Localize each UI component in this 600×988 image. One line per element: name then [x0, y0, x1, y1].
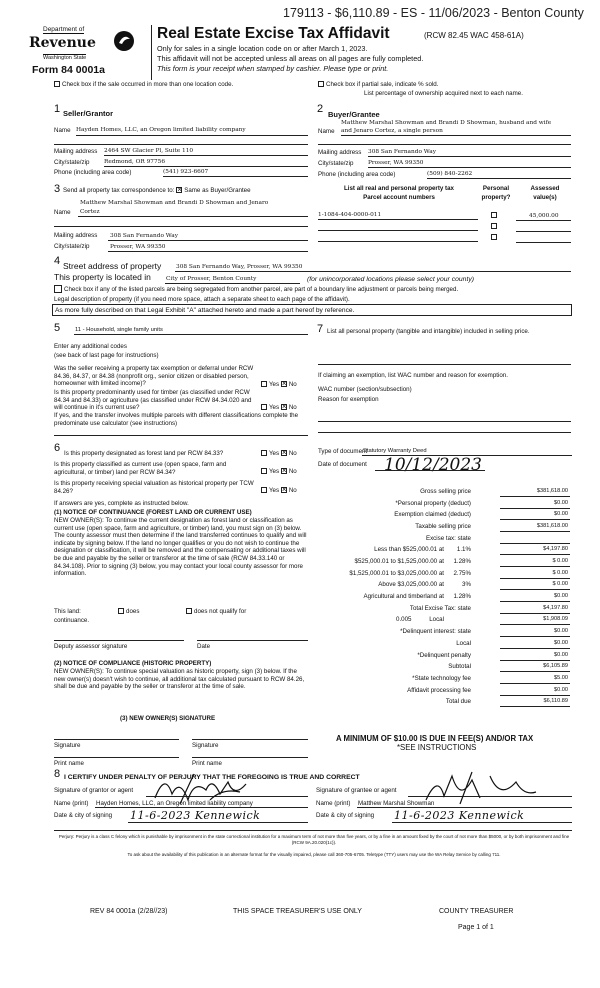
section-7-number: 7 — [317, 323, 324, 335]
seller-heading: Seller/Grantor — [63, 109, 114, 118]
q-historic-answer — [261, 487, 297, 494]
seller-city-line — [104, 166, 308, 167]
grantee-date-line — [392, 822, 572, 823]
tax-row-label: Subtotal — [448, 663, 471, 671]
tax-row-label: Affidavit processing fee — [407, 686, 471, 694]
grantor-name-line — [95, 807, 308, 808]
logo-line3: Washington State — [43, 55, 87, 61]
correspondence-name-label: Name — [54, 209, 71, 216]
tax-row-value: $6,110.89 — [543, 698, 568, 705]
seller-address: 2464 SW Glacier Pl, Suite 110 — [104, 148, 194, 154]
parcel-line-2 — [318, 230, 478, 231]
seller-phone-label: Phone (including area code) — [54, 169, 132, 176]
recording-stamp: 179113 - $6,110.89 - ES - 11/06/2023 - Benton County — [283, 6, 584, 20]
tax-row-label: Less than $525,000.01 at — [374, 546, 444, 554]
parcel-header-1a: List all real and personal property tax — [343, 185, 455, 192]
reason-line-1 — [318, 421, 571, 422]
same-as-buyer-check[interactable] — [176, 187, 182, 193]
tax-row-rate: 1.28% — [453, 558, 471, 566]
tax-row-value: $0.00 — [554, 639, 568, 646]
tax-row-value: $5.00 — [554, 674, 568, 681]
seller-name-label: Name — [54, 127, 71, 134]
q6a-yes-box[interactable] — [261, 450, 267, 456]
grantee-name-line — [357, 807, 572, 808]
grantee-signature-icon — [420, 770, 540, 806]
tax-row-label: Gross selling price — [420, 488, 471, 495]
located-label: This property is located in — [54, 272, 151, 282]
q6a-yes: Yes — [269, 450, 280, 457]
additional-codes: Enter any additional codes — [54, 343, 127, 350]
tax-row-value: $381,618.00 — [536, 488, 568, 494]
deputy-label: Deputy assessor signature — [54, 643, 128, 650]
parcel-header-2b: property? — [481, 194, 511, 201]
tax-row-label: $1,525,000.01 to $3,025,000.00 at — [349, 569, 444, 577]
tax-row-value: $4,197.80 — [543, 546, 568, 553]
tax-row-line — [500, 683, 570, 684]
tax-row-value: $ 0.00 — [552, 581, 568, 588]
parcel-header-1 — [326, 184, 472, 202]
grantee-name-label: Name (print) — [316, 800, 351, 807]
seller-phone-line — [163, 176, 308, 177]
grantor-date-label: Date & city of signing — [54, 812, 113, 819]
doc-date: 10/12/2023 — [384, 455, 482, 475]
correspondence-city-label: City/state/zip — [54, 243, 90, 250]
buyer-name-line-2 — [318, 144, 571, 145]
q2-yes-box[interactable] — [261, 404, 267, 410]
seller-name: Hayden Homes, LLC, an Oregon limited liability company — [76, 127, 246, 133]
q-current-use-answer — [261, 468, 297, 475]
buyer-name-line1: Matthew Marshal Showman and Brandi D Showman, husband and wife — [341, 120, 552, 126]
doc-date-line — [375, 470, 485, 471]
intro-line-3: This form is your receipt when stamped by cashier. Please type or print. — [157, 64, 389, 73]
grantee-date-label: Date & city of signing — [316, 812, 375, 819]
tax-row-label: Local — [429, 616, 444, 624]
parcel-line-3 — [318, 241, 478, 242]
street-address: 308 San Fernando Way, Prosser, WA 99350 — [176, 264, 303, 270]
q1-no: No — [288, 381, 297, 388]
sig-line-1 — [54, 739, 179, 740]
tax-row-rate: 1.28% — [453, 593, 471, 601]
section-3-number: 3 — [54, 183, 61, 195]
q1-yes: Yes — [269, 381, 280, 388]
assessed-value: 45,000.00 — [529, 213, 559, 219]
correspondence-address-line — [108, 240, 308, 241]
tax-row-line — [500, 660, 570, 661]
section-5-number: 5 — [54, 322, 61, 334]
partial-sale-note: List percentage of ownership acquired next to each name. — [364, 90, 523, 97]
parcel-line-1 — [318, 219, 478, 220]
buyer-heading: Buyer/Grantee — [328, 110, 380, 119]
q2-no-box[interactable] — [281, 404, 287, 410]
sig-line-2 — [192, 739, 308, 740]
q6b-no-box[interactable] — [281, 468, 287, 474]
tax-row-value: $ 0.00 — [552, 558, 568, 565]
street-label: Street address of property — [63, 261, 162, 271]
tax-row-label: *State technology fee — [412, 674, 471, 682]
q-timber-answer — [261, 404, 297, 411]
value-line-1 — [516, 220, 571, 221]
q-historic: Is this property receiving special valuation as historical property per TCW 84.26? — [54, 480, 254, 495]
tax-row-line — [500, 554, 570, 555]
reason-line-2 — [318, 432, 571, 433]
correspondence-label: Send all property tax correspondence to: — [63, 187, 175, 194]
buyer-name-line — [341, 135, 571, 136]
sec5-end-line — [54, 435, 308, 436]
tax-row-value: $0.00 — [554, 628, 568, 635]
parcel-header-3b: value(s) — [533, 194, 557, 201]
q-exemption: Was the seller receiving a property tax exemption or deferral under RCW 84.36, 84.37, or 84.38 (nonprofit org., senior citizen or disabled person, homeowner with limited income)? — [54, 365, 254, 387]
parcel-number: 1-1084-404-0000-011 — [318, 212, 382, 218]
buyer-city-label: City/state/zip — [318, 160, 354, 167]
grantee-date: 11-6-2023 Kennewick — [394, 809, 525, 822]
parcel-header-3 — [520, 184, 570, 202]
q-multiple: If yes, and the transfer involves multiple parcels with different classifications complete the predominate use calculator (see instructions) — [54, 412, 299, 427]
q-forest-answer — [261, 450, 297, 457]
see-back: (see back of last page for instructions) — [54, 352, 159, 359]
print-label-2: Print name — [192, 760, 222, 767]
q6c-no: No — [288, 487, 297, 494]
tax-row-line — [500, 531, 570, 532]
perjury-top-line — [54, 830, 572, 831]
tax-row-value: $6,105.89 — [543, 663, 568, 670]
tax-row-rate: 2.75% — [453, 569, 471, 577]
tax-row-line — [500, 508, 570, 509]
multi-location-check[interactable] — [54, 81, 233, 88]
rcw-reference: (RCW 82.45 WAC 458-61A) — [424, 31, 524, 40]
buyer-address: 308 San Fernando Way — [368, 149, 436, 155]
reason-label: Reason for exemption — [318, 396, 379, 403]
personal-property-text: List all personal property (tangible and intangible) included in selling price. — [327, 328, 530, 335]
q6a-no-box[interactable] — [281, 450, 287, 456]
print-label-1: Print name — [54, 760, 84, 767]
street-line — [175, 271, 571, 272]
tax-row-label: Taxable selling price — [415, 523, 471, 531]
footer-rev: REV 84 0001a (2/28//23) — [90, 908, 168, 915]
dor-logo — [27, 26, 145, 64]
personal-property-line — [318, 364, 571, 365]
correspondence-name-line2: Cortez — [80, 209, 100, 215]
seller-city: Redmond, OR 97756 — [104, 159, 166, 165]
page-title: Real Estate Excise Tax Affidavit — [157, 25, 390, 42]
tax-row-line — [500, 706, 570, 707]
seller-city-label: City/state/zip — [54, 159, 90, 166]
segregate-check[interactable] — [54, 285, 594, 294]
buyer-phone-label: Phone (including area code) — [318, 171, 396, 178]
dor-swirl-icon — [113, 30, 135, 52]
tax-row-line — [500, 578, 570, 579]
does-check[interactable] — [118, 608, 139, 615]
multi-location-label: Check box if the sale occurred in more than one location code. — [62, 81, 234, 88]
tax-row-label: *Personal property (deduct) — [395, 499, 471, 507]
parcel-header-2 — [476, 184, 516, 202]
tax-row-value: $1,908.09 — [543, 616, 568, 623]
q1-no-box[interactable] — [281, 381, 287, 387]
tax-row-label: Exemption claimed (deduct) — [394, 511, 471, 519]
notice-3-title: (3) NEW OWNER(S) SIGNATURE — [120, 715, 216, 722]
value-line-2 — [516, 231, 571, 232]
tax-row-value: $381,618.00 — [536, 523, 568, 530]
tax-row-label: Total due — [445, 698, 471, 706]
legal-description-box — [52, 304, 572, 316]
q6c-no-box[interactable] — [281, 487, 287, 493]
tax-row-value: $0.00 — [554, 593, 568, 600]
section-1-number: 1 — [54, 103, 61, 115]
parcel-header-2a: Personal — [482, 185, 510, 192]
tax-row-line — [500, 589, 570, 590]
partial-sale-label: Check box if partial sale, indicate % sold. — [326, 81, 439, 88]
legal-label: Legal description of property (if you need more space, attach a separate sheet to each page of the affidavit). — [54, 296, 350, 303]
grantor-date-line — [128, 822, 308, 823]
correspondence-city-line — [108, 251, 308, 252]
tax-row-label: $525,000.01 to $1,525,000.00 at — [354, 558, 444, 566]
personal-check-3[interactable] — [491, 234, 499, 241]
notice-2-body: NEW OWNER(S): To continue special valuation as historic property, sign (3) below. If the new owner(s) doesn't wish to continue, all additional tax calculated pursuant to RCW 84.26, shall be due and payable by the seller or transferor at the time of sale. — [54, 668, 305, 691]
correspondence-text — [63, 187, 251, 194]
logo-line1: Department of — [43, 26, 85, 33]
q-exemption-answer — [261, 381, 297, 388]
intro-line-2: This affidavit will not be accepted unless all areas on all pages are fully completed. — [157, 54, 424, 63]
partial-sale-check[interactable] — [318, 81, 438, 88]
grantor-date: 11-6-2023 Kennewick — [130, 809, 261, 822]
segregate-label: Check box if any of the listed parcels are being segregated from another parcel, are part of a boundary line adjustment or parcels being merged. — [64, 286, 459, 293]
q6c-yes-box[interactable] — [261, 487, 267, 493]
deputy-date-label: Date — [197, 643, 211, 650]
minimum-note: A MINIMUM OF $10.00 IS DUE IN FEE(S) AND/OR TAX — [336, 734, 534, 743]
footer-page: Page 1 of 1 — [458, 924, 494, 931]
tax-row-line — [500, 496, 570, 497]
buyer-name-label: Name — [318, 128, 335, 135]
tax-row-label: Excise tax: state — [425, 534, 471, 542]
print-line-1 — [54, 757, 179, 758]
buyer-address-line — [368, 156, 571, 157]
correspondence-address-label: Mailing address — [54, 232, 98, 239]
see-instructions: *SEE INSTRUCTIONS — [397, 743, 477, 752]
q-current-use: Is this property classified as current use (open space, farm and agricultural, or timber) land per RCW 84.34? — [54, 461, 227, 476]
tax-row-line — [500, 624, 570, 625]
this-land-label: This land: — [54, 608, 81, 615]
same-as-buyer-label: Same as Buyer/Grantee — [184, 187, 251, 194]
notice-1-title: (1) NOTICE OF CONTINUANCE (FOREST LAND OR CURRENT USE) — [54, 509, 252, 516]
personal-check-1[interactable] — [491, 212, 499, 219]
seller-address-label: Mailing address — [54, 148, 98, 155]
parcel-header-3a: Assessed — [530, 185, 560, 192]
q-forest: Is this property designated as forest land per RCW 84.33? — [64, 450, 224, 457]
perjury-text: Perjury: Perjury is a class C felony which is punishable by imprisonment in the state correctional institution for a maximum term of not more than five years, or by a fine in an amount fixed by the court of not more than $5000, or by both imprisonment and fine (RCW 9A.20.020(1c)). — [58, 834, 570, 845]
exemption-text: If claiming an exemption, list WAC number and reason for exemption. — [318, 372, 508, 379]
seller-name-line — [76, 135, 308, 136]
buyer-city-line — [368, 167, 571, 168]
signature-label-2: Signature — [192, 742, 219, 749]
alt-format-text: To ask about the availability of this publication in an alternate format for the visually impaired, please call 360-705-6705. Teletype (TTY) users may use the WA Relay Service by calling 711. — [127, 852, 501, 857]
signature-label-1: Signature — [54, 742, 81, 749]
q2-no: No — [288, 404, 297, 411]
tax-row-line — [500, 543, 570, 544]
doc-date-label: Date of document — [318, 461, 367, 468]
personal-check-2[interactable] — [491, 223, 499, 230]
does-label: does — [126, 608, 140, 615]
grantee-name: Matthew Marshal Showman — [358, 800, 435, 807]
continuance-label: continuance. — [54, 617, 90, 624]
correspondence-name-line — [78, 216, 308, 217]
correspondence-address: 308 San Fernando Way — [110, 233, 178, 239]
tax-row-label: *Delinquent interest: state — [400, 628, 471, 636]
footer-county-treasurer: COUNTY TREASURER — [439, 908, 514, 915]
segregate-box[interactable] — [54, 285, 62, 293]
grantee-sig-label: Signature of grantee or agent — [316, 787, 397, 794]
seller-address-line — [104, 155, 308, 156]
tax-row-rate: 0.005 — [396, 616, 412, 624]
section-8-number: 8 — [54, 768, 61, 780]
land-use-code: 11 - Household, single family units — [75, 327, 163, 333]
section-4-number: 4 — [54, 255, 61, 267]
tax-row-value: $0.00 — [554, 511, 568, 518]
certify-text: I CERTIFY UNDER PENALTY OF PERJURY THAT THE FOREGOING IS TRUE AND CORRECT — [64, 774, 360, 781]
deputy-date-line — [197, 640, 308, 641]
correspondence-city: Prosser, WA 99350 — [110, 244, 166, 250]
wac-label: WAC number (section/subsection) — [318, 386, 412, 393]
q6c-yes: Yes — [269, 487, 280, 494]
located-line — [165, 283, 300, 284]
tax-row-line — [500, 566, 570, 567]
q6b-yes: Yes — [269, 468, 280, 475]
buyer-city: Prosser, WA 99350 — [368, 160, 424, 166]
seller-name-line-2 — [54, 144, 308, 145]
does-not-label: does not qualify for — [194, 608, 247, 615]
tax-row-value: $4,197.80 — [543, 604, 568, 611]
buyer-phone-line — [427, 178, 571, 179]
logo-line2: Revenue — [29, 35, 96, 51]
grantor-sig-label: Signature of grantor or agent — [54, 787, 134, 794]
form-number: Form 84 0001a — [32, 64, 105, 76]
deputy-sig-line — [54, 640, 184, 641]
q2-yes: Yes — [269, 404, 280, 411]
section-6-number: 6 — [54, 442, 61, 454]
tax-row-value: $0.00 — [554, 686, 568, 693]
footer-treasurer-use: THIS SPACE TREASURER'S USE ONLY — [233, 908, 362, 915]
intro-line-1: Only for sales in a single location code on or after March 1, 2023. — [157, 44, 368, 53]
q6a-no: No — [288, 450, 297, 457]
buyer-name-line2: and Jenaro Cortez, a single person — [341, 128, 443, 134]
tax-row-label: Agricultural and timberland at — [363, 593, 444, 601]
tax-row-line — [500, 648, 570, 649]
located-note: (for unincorporated locations please select your county) — [307, 276, 474, 283]
grantor-name-label: Name (print) — [54, 800, 89, 807]
tax-row-line — [500, 519, 570, 520]
seller-phone: (541) 923-6607 — [163, 169, 209, 175]
land-use-line — [74, 334, 308, 335]
q6b-no: No — [288, 468, 297, 475]
tax-row-line — [500, 671, 570, 672]
does-not-check[interactable] — [186, 608, 246, 615]
tax-row-label: Total Excise Tax: state — [409, 604, 471, 612]
print-line-2 — [192, 757, 308, 758]
correspondence-name-line1: Matthew Marshal Showman and Brandi D Showman and Jenaro — [80, 200, 269, 206]
q1-yes-box[interactable] — [261, 381, 267, 387]
tax-row-line — [500, 613, 570, 614]
value-line-3 — [516, 242, 571, 243]
tax-row-rate: 3% — [462, 581, 471, 589]
doc-type: Statutory Warranty Deed — [363, 448, 427, 454]
doc-type-label: Type of document — [318, 448, 368, 455]
tax-row-label: *Delinquent penalty — [417, 651, 471, 659]
tax-row-value: $ 0.00 — [552, 569, 568, 576]
located-value: City of Prosser, Benton County — [166, 276, 257, 282]
tax-row-rate: 1.1% — [456, 546, 471, 554]
tax-row-label: Local — [456, 639, 471, 647]
yes-note: If answers are yes, complete as instructed below. — [54, 500, 189, 507]
section-2-number: 2 — [317, 103, 324, 115]
tax-row-value: $0.00 — [554, 499, 568, 506]
tax-row-line — [500, 636, 570, 637]
legal-description: As more fully described on that Legal Exhibit "A" attached hereto and made a part hereof by reference. — [55, 307, 355, 314]
grantor-name: Hayden Homes, LLC, an Oregon limited liability company — [96, 800, 253, 807]
tax-row-value: $0.00 — [554, 651, 568, 658]
tax-row-label: Above $3,025,000.00 at — [378, 581, 444, 589]
q6b-yes-box[interactable] — [261, 468, 267, 474]
tax-row-line — [500, 695, 570, 696]
correspondence-line-2 — [54, 226, 308, 227]
tax-row-line — [500, 601, 570, 602]
notice-1-body: NEW OWNER(S): To continue the current designation as forest land or classification as current use (open space, farm and agriculture, or timber) land, you must sign on (3) below. The county assessor must then determine if the land transferred continues to qualify and will indicate by signing below. If the land no longer qualifies or you do not wish to continue the designation or classification, it will be removed and the compensating or additional taxes will be due and payable by the seller or transferor at the time of sale (RCW 84.33.140 or 84.34.108). Prior to signing (3) below, you may contact your local county assessor for more information. — [54, 517, 307, 578]
header-divider — [151, 25, 152, 80]
buyer-phone: (509) 840-2262 — [427, 171, 473, 177]
buyer-address-label: Mailing address — [318, 149, 362, 156]
notice-2-title: (2) NOTICE OF COMPLIANCE (HISTORIC PROPERTY) — [54, 660, 212, 667]
parcel-header-1b: Parcel account numbers — [363, 194, 435, 201]
q-timber: Is this property predominantly used for timber (as classified under RCW 84.34 and 84.33) or agriculture (as classified under RCW 84.34.020 and will continue in it's current use? — [54, 389, 252, 411]
